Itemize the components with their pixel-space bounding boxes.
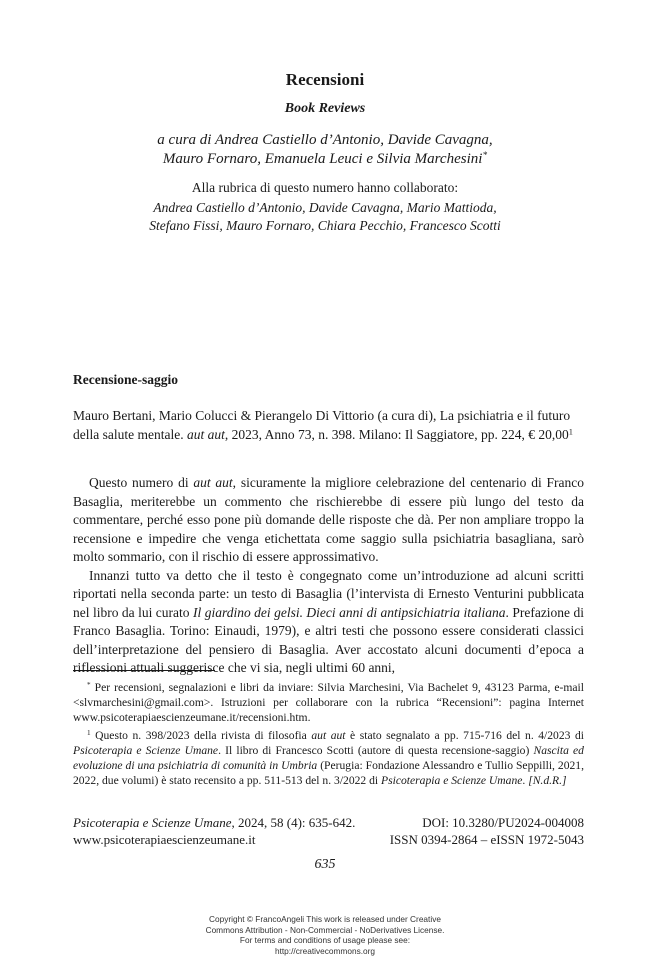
footer-citation: Psicoterapia e Scienze Umane, 2024, 58 (4): 635-642.: [73, 815, 356, 830]
footer-row-1: [73, 814, 584, 831]
footer-doi[interactable]: DOI: 10.3280/PU2024-004008: [422, 815, 584, 830]
footer-issn: ISSN 0394-2864 – eISSN 1972-5043: [389, 832, 584, 847]
review-heading: Recensione-saggio: [73, 372, 178, 387]
collaborators-line-2: Stefano Fissi, Mauro Fornaro, Chiara Pecchio, Francesco Scotti: [149, 218, 501, 233]
footnote-ref-1[interactable]: 1: [568, 426, 573, 436]
collaborators-lead: Alla rubrica di questo numero hanno collaborato:: [191, 180, 459, 195]
book-title: Il giardino dei gelsi. Dieci anni di antipsichiatria italiana: [193, 604, 506, 620]
editors-line-2: [0, 151, 650, 168]
footnote-ref-star[interactable]: *: [482, 150, 488, 161]
bib-authors-title: Mauro Bertani, Mario Colucci & Pierangelo Di Vittorio (a cura di), La psichiatria e il futuro della salute mentale.: [73, 408, 571, 442]
section-title: Recensioni: [285, 70, 365, 89]
footnotes: [73, 680, 584, 790]
bib-details: , 2023, Anno 73, n. 398. Milano: Il Saggiatore, pp. 224, € 20,00: [224, 426, 569, 442]
footnote-1: $^1$ Questo n. 398/2023 della rivista di filosofia aut aut è stato segnalato a pp. 715-716 del n. 4/2023 di Psicoterapia e Scienze Umane. Il libro di Francesco Scotti (autore di questa recensione-saggio) Nascita ed evoluzione di una psichiatria di comunità in Umbria (Perugia: Fondazione Alessandro e Tullio Seppilli, 2021, 2022, due volumi) è stato recensito a pp. 511-513 del n. 3/2022 di Psicoterapia e Scienze Umane. [N.d.R.]: [73, 728, 585, 788]
editors-line-1: a cura di Andrea Castiello d’Antonio, Davide Cavagna,: [157, 132, 493, 148]
footer-row-2: [73, 831, 584, 848]
journal-footer: [73, 814, 584, 848]
bib-journal: aut aut: [186, 426, 225, 442]
page-number: 635: [314, 857, 336, 872]
collaborators-line-1: Andrea Castiello d’Antonio, Davide Cavagna, Mario Mattioda,: [153, 200, 497, 215]
copyright-notice: Copyright © FrancoAngeli This work is released under Creative Commons Attribution - Non-Commercial - NoDerivatives License. For terms and conditions of usage please see: http://creativecommons.org: [0, 914, 650, 956]
journal-name: aut aut: [193, 475, 233, 490]
paragraph-2: Innanzi tutto va detto che il testo è congegnato come un’introduzione ad alcuni scritti riportati nella seconda parte: un testo di Basaglia (l’intervista di Ernesto Venturini pubblicata nel libro da lui curato Il giardino dei gelsi. Dieci anni di antipsichiatria italiana. Prefazione di Franco Basaglia. Torino: Einaudi, 1979), e altri testi che possono essere considerati classici dell’interpretazione del pensiero di Basaglia. Aver accostato alcuni documenti d’epoca a riflessioni attuali suggerisce che vi sia, negli ultimi 60 anni,: [73, 567, 585, 675]
paragraph-1: Questo numero di aut aut, sicuramente la migliore celebrazione del centenario di Franco Basaglia, meriterebbe un commento che rischierebbe di essere più lungo del testo da commentare, perché esso pone più domande delle risposte che dà. Per non ampliare troppo la recensione e impedire che venga etichettata come saggio sulla psichiatria basagliana, sarò molto sommario, con il rischio di essere approssimativo.: [73, 475, 584, 564]
creative-commons-link[interactable]: http://creativecommons.org: [274, 945, 376, 956]
editors-names: Mauro Fornaro, Emanuela Leuci e Silvia Marchesini: [162, 151, 483, 167]
footnote-star: * Per recensioni, segnalazioni e libri da inviare: Silvia Marchesini, Via Bachelet 9, 43123 Parma, e-mail <slvmarchesini@gmail.com>. Istruzioni per collaborare con la rubrica “Recensioni”: pagina Internet www.psicoterapiaescienzeumane.it/recensioni.htm.: [73, 681, 584, 725]
section-subtitle: Book Reviews: [284, 101, 366, 116]
review-body: [73, 474, 584, 678]
footnote-divider: [73, 670, 215, 671]
footer-website[interactable]: www.psicoterapiaescienzeumane.it: [73, 832, 256, 847]
bibliographic-reference: [73, 407, 584, 444]
